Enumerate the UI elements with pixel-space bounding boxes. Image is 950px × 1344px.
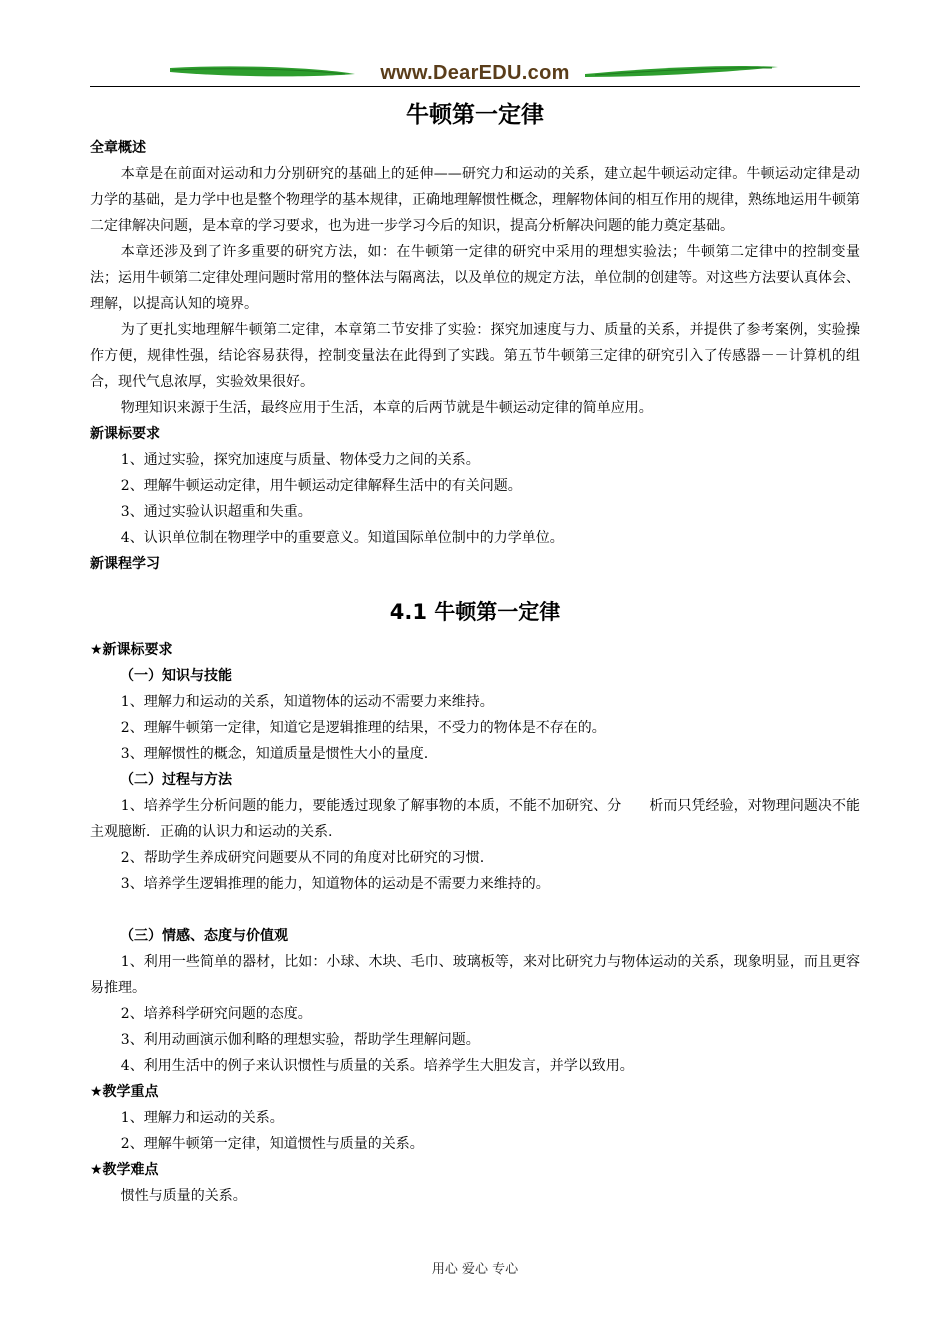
standards-item: 4、认识单位制在物理学中的重要意义。知道国际单位制中的力学单位。 <box>120 530 564 546</box>
focus-heading: ★教学重点 <box>90 1084 159 1100</box>
knowledge-heading: （一）知识与技能 <box>120 668 232 684</box>
overview-heading: 全章概述 <box>90 140 146 156</box>
difficulty-item: 惯性与质量的关系。 <box>120 1188 247 1204</box>
attitude-heading: （三）情感、态度与价值观 <box>120 928 288 944</box>
knowledge-item: 2、理解牛顿第一定律，知道它是逻辑推理的结果，不受力的物体是不存在的。 <box>120 720 606 736</box>
process-heading: （二）过程与方法 <box>120 772 232 788</box>
attitude-item: 1、利用一些简单的器材，比如：小球、木块、毛巾、玻璃板等，来对比研究力与物体运动的关系，现象明显，而且更容易推理。 <box>90 954 860 996</box>
blank-line <box>90 897 860 923</box>
overview-paragraph: 本章还涉及到了许多重要的研究方法，如：在牛顿第一定律的研究中采用的理想实验法；牛顿第二定律中的控制变量法；运用牛顿第二定律处理问题时常用的整体法与隔离法，以及单位的规定方法，单位制的创建等。对这些方法要认真体会、理解，以提高认知的境界。 <box>90 244 860 312</box>
standards-item: 3、通过实验认识超重和失重。 <box>120 504 312 520</box>
site-logo-text: www.DearEDU.com <box>380 62 570 84</box>
process-item: 1、培养学生分析问题的能力，要能透过现象了解事物的本质，不能不加研究、分 析而只凭经验，对物理问题决不能主观臆断．正确的认识力和运动的关系. <box>90 798 860 840</box>
overview-paragraph: 为了更扎实地理解牛顿第二定律，本章第二节安排了实验：探究加速度与力、质量的关系，并提供了参考案例，实验操作方便，规律性强，结论容易获得，控制变量法在此得到了实践。第五节牛顿第三定律的研究引入了传感器－－计算机的组合，现代气息浓厚，实验效果很好。 <box>90 322 860 390</box>
standards-item: 1、通过实验，探究加速度与质量、物体受力之间的关系。 <box>120 452 480 468</box>
overview-paragraph: 本章是在前面对运动和力分别研究的基础上的延伸——研究力和运动的关系，建立起牛顿运动定律。牛顿运动定律是动力学的基础，是力学中也是整个物理学的基本规律，正确地理解惯性概念，理解物体间的相互作用的规律，熟练地运用牛顿第二定律解决问题，是本章的学习要求，也为进一步学习今后的知识，提高分析解决问题的能力奠定基础。 <box>90 166 860 234</box>
standards-heading: 新课标要求 <box>90 426 160 442</box>
focus-item: 1、理解力和运动的关系。 <box>120 1110 284 1126</box>
attitude-item: 3、利用动画演示伽利略的理想实验，帮助学生理解问题。 <box>120 1032 480 1048</box>
difficulty-heading: ★教学难点 <box>90 1162 159 1178</box>
overview-paragraph: 物理知识来源于生活，最终应用于生活，本章的后两节就是牛顿运动定律的简单应用。 <box>120 400 653 416</box>
requirements-heading: ★新课标要求 <box>90 642 173 658</box>
section-title: 4.1 牛顿第一定律 <box>389 600 561 624</box>
course-heading: 新课程学习 <box>90 556 160 572</box>
attitude-item: 4、利用生活中的例子来认识惯性与质量的关系。培养学生大胆发言，并学以致用。 <box>120 1058 634 1074</box>
attitude-item: 2、培养科学研究问题的态度。 <box>120 1006 312 1022</box>
focus-item: 2、理解牛顿第一定律，知道惯性与质量的关系。 <box>120 1136 424 1152</box>
document-title: 牛顿第一定律 <box>406 102 544 128</box>
header-rule <box>90 86 860 87</box>
standards-item: 2、理解牛顿运动定律，用牛顿运动定律解释生活中的有关问题。 <box>120 478 522 494</box>
document-content <box>90 95 860 1209</box>
page-footer: 用心 爱心 专心 <box>431 1262 519 1277</box>
process-item: 2、帮助学生养成研究问题要从不同的角度对比研究的习惯. <box>120 850 485 866</box>
knowledge-item: 3、理解惯性的概念，知道质量是惯性大小的量度. <box>120 746 429 762</box>
knowledge-item: 1、理解力和运动的关系，知道物体的运动不需要力来维持。 <box>120 694 494 710</box>
process-item: 3、培养学生逻辑推理的能力，知道物体的运动是不需要力来维持的。 <box>120 876 550 892</box>
